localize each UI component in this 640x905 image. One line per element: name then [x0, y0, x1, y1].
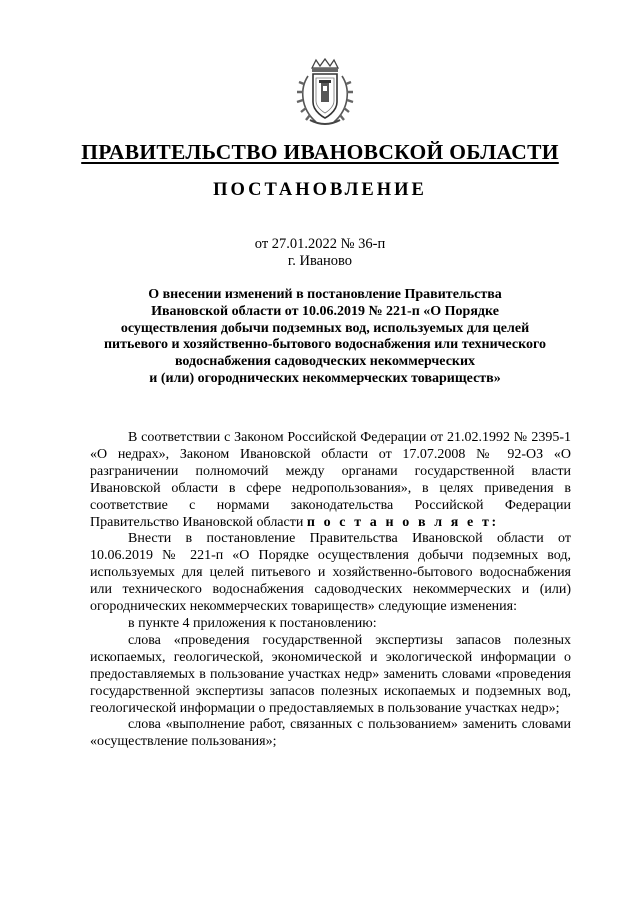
- coat-of-arms-icon: [294, 58, 356, 128]
- document-type: ПОСТАНОВЛЕНИЕ: [213, 180, 427, 200]
- resolves-keyword: п о с т а н о в л я е т:: [306, 514, 499, 530]
- preamble-text: В соответствии с Законом Российской Федерации от 21.02.1992 № 2395-1 «О недрах», Законом Ивановской области от 17.07.2008 № 92-ОЗ «О разграничении полномочий между органами государственной власти Ивановской области в сфере недропользования», в целях приведения в соответствие с нормами законодательства Российской Федерации Правительство Ивановской области: [90, 430, 571, 530]
- government-title: ПРАВИТЕЛЬСТВО ИВАНОВСКОЙ ОБЛАСТИ: [81, 140, 559, 164]
- body-paragraph-amendment-intro: Внести в постановление Правительства Ивановской области от 10.06.2019 № 221-п «О Порядке осуществления добычи подземных вод, используемых для целей питьевого и хозяйственно-бытового водоснабжения или технического водоснабжения садоводческих некоммерческих и (или) огороднических некоммерческих товариществ» следующие изменения:: [90, 531, 571, 615]
- document-heading: [100, 287, 550, 388]
- body-paragraph-replacement-1: слова «проведения государственной экспертизы запасов полезных ископаемых, геологической, экономической и экологической информации о предоставляемых в пользование участках недр» заменить словами «проведения государственной экспертизы запасов полезных ископаемых и подземных вод, геологической информации о предоставляемых в пользование участках недр»;: [90, 632, 571, 716]
- body-paragraph-replacement-2: слова «выполнение работ, связанных с пользованием» заменить словами «осуществление пользования»;: [90, 717, 571, 750]
- heading-line: и (или) огороднических некоммерческих товариществ»: [149, 370, 501, 386]
- heading-line: Ивановской области от 10.06.2019 № 221-п «О Порядке: [151, 303, 499, 319]
- document-date-block: [0, 236, 640, 270]
- body-paragraph-preamble: [90, 430, 571, 531]
- heading-line: водоснабжения садоводческих некоммерческих: [174, 354, 476, 370]
- body-paragraph-clause-reference: в пункте 4 приложения к постановлению:: [128, 615, 377, 631]
- document-city: г. Иваново: [287, 253, 353, 269]
- heading-line: питьевого и хозяйственно-бытового водоснабжения или технического: [103, 337, 547, 353]
- heading-line: О внесении изменений в постановление Правительства: [148, 287, 502, 302]
- document-date-number: от 27.01.2022 № 36-п: [254, 236, 386, 252]
- document-body: [90, 430, 571, 751]
- heading-line: осуществления добычи подземных вод, используемых для целей: [120, 320, 530, 336]
